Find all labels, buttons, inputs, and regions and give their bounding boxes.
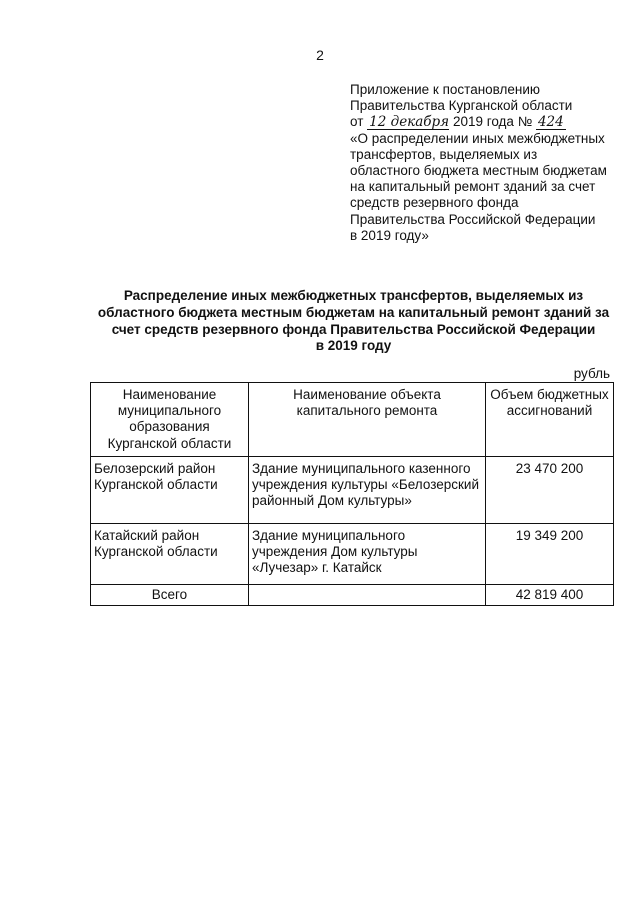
appendix-line: Приложение к постановлению (350, 82, 541, 97)
appendix-line: в 2019 году» (350, 227, 429, 243)
table-row (91, 456, 614, 523)
total-row (91, 584, 614, 605)
column-header-municipality: Наименование муниципального образования Курганской области (91, 383, 249, 457)
column-header-amount: Объем бюджетных ассигнований (486, 383, 614, 457)
appendix-line: на капитальный ремонт зданий за счет (350, 179, 596, 195)
table-row (91, 523, 614, 584)
object-cell: Здание муниципального учреждения Дом культуры «Лучезар» г. Катайск (249, 523, 486, 584)
appendix-date-line (350, 114, 630, 130)
title-line: счет средств резервного фонда Правительства Российской Федерации (111, 321, 596, 337)
amount-cell: 19 349 200 (486, 523, 614, 584)
document-title (92, 288, 615, 355)
appendix-line: трансфертов, выделяемых из (350, 146, 538, 162)
title-line: областного бюджета местным бюджетам на капитальный ремонт зданий за (97, 304, 610, 320)
page-number: 2 (316, 47, 324, 63)
total-label: Всего (91, 584, 249, 605)
distribution-table (90, 382, 614, 606)
year-text: 2019 года № (452, 114, 533, 130)
column-header-object: Наименование объекта капитального ремонта (249, 383, 486, 457)
object-cell: Здание муниципального казенного учреждения культуры «Белозерский районный Дом культуры» (249, 456, 486, 523)
appendix-header (350, 82, 630, 244)
municipality-cell: Белозерский район Курганской области (91, 456, 249, 523)
municipality-cell: Катайский район Курганской области (91, 523, 249, 584)
handwritten-date: 12 декабря (369, 114, 450, 131)
appendix-line: средств резервного фонда (350, 195, 519, 211)
appendix-line: «О распределении иных межбюджетных (350, 130, 605, 146)
total-amount: 42 819 400 (486, 584, 614, 605)
title-line: Распределение иных межбюджетных трансфертов, выделяемых из (123, 288, 584, 303)
title-line: в 2019 году (315, 338, 392, 354)
appendix-line: Правительства Курганской области (350, 98, 573, 114)
appendix-line: областного бюджета местным бюджетам (350, 163, 607, 179)
appendix-line: Правительства Российской Федерации (350, 211, 596, 227)
unit-label: рубль (573, 366, 610, 381)
amount-cell: 23 470 200 (486, 456, 614, 523)
table-header-row (91, 383, 614, 457)
from-label: от (350, 114, 364, 130)
handwritten-number: 424 (536, 116, 566, 130)
total-empty-cell (249, 584, 486, 605)
